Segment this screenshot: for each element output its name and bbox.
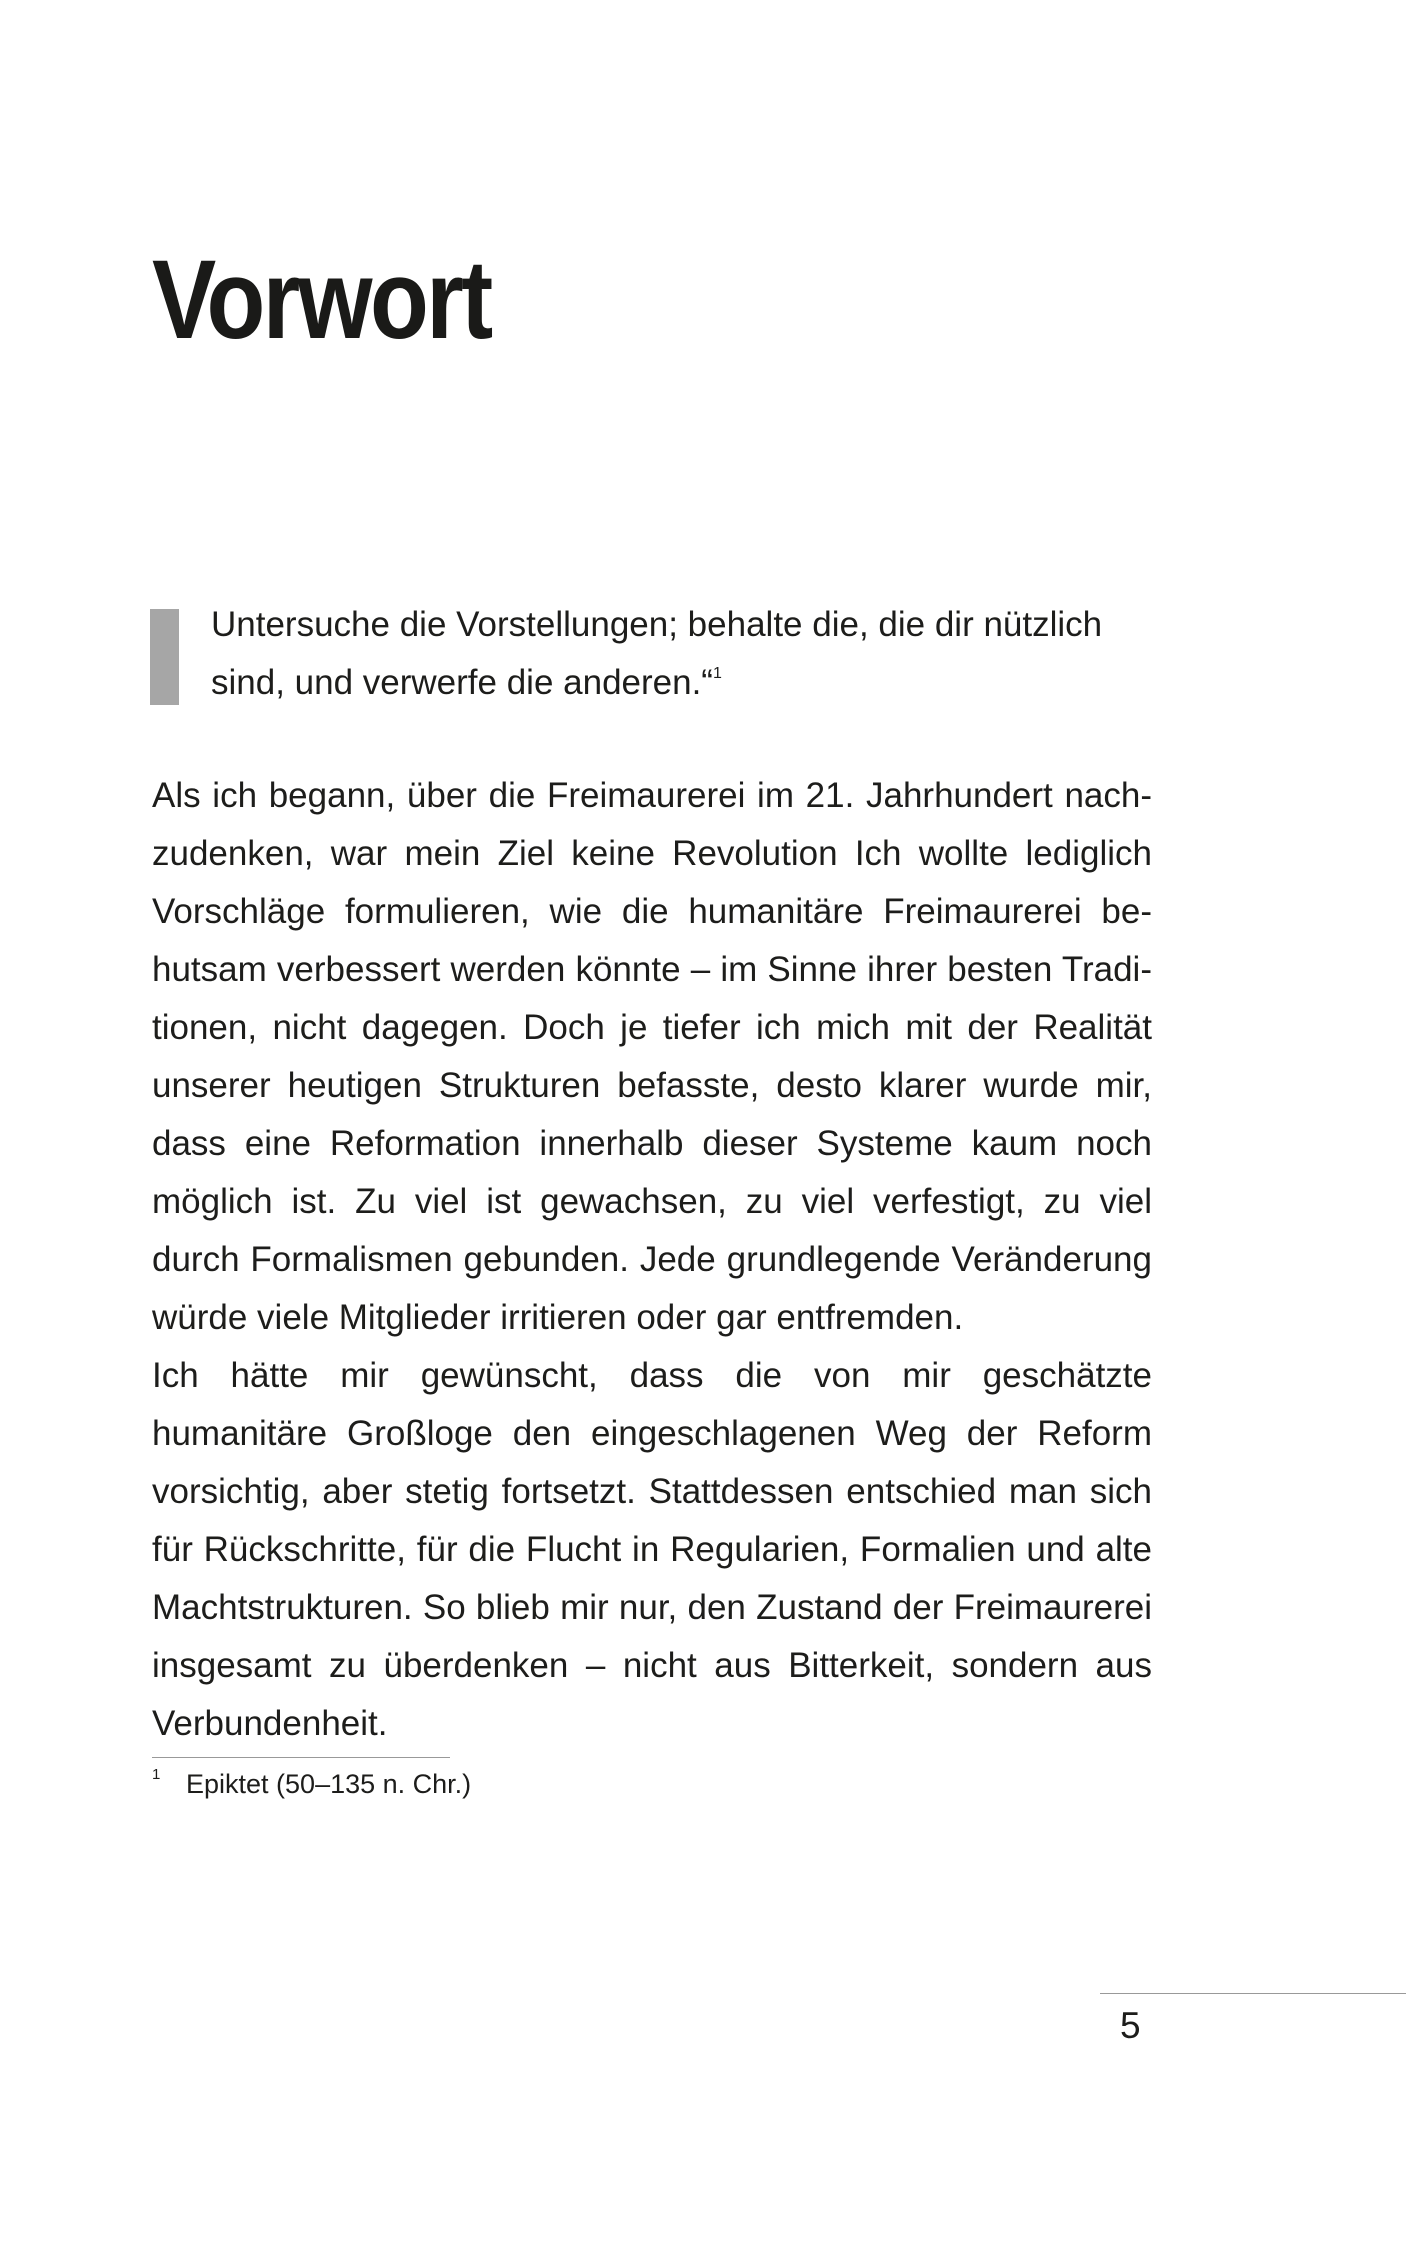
page-number-rule xyxy=(1100,1993,1406,1994)
epigraph-quote-bar xyxy=(150,609,179,705)
footnote: 1 Epiktet (50–135 n. Chr.) xyxy=(152,1766,472,1799)
body-text xyxy=(152,767,1152,1753)
body-paragraph: Ich hätte mir gewünscht, dass die von mir geschätzte humanitäre Großloge den eingeschlagenen Weg der Reform vorsichtig, aber stetig fortsetzt. Stattdessen entschied man sich für Rückschritte, für die Flucht in Regularien, Formalien und alte Machtstrukturen. So blieb mir nur, den Zustand der Freimaurerei insgesamt zu überdenken – nicht aus Bitterkeit, sondern aus Verbundenheit. xyxy=(152,1356,1152,1743)
epigraph xyxy=(211,596,1171,712)
body-paragraph: Als ich begann, über die Freimaurerei im 21. Jahrhundert nachzudenken, war mein Ziel keine Revolution Ich wollte lediglich Vorschläge formulieren, wie die humanitäre Freimaurerei behutsam verbessert werden könnte – im Sinne ihrer besten Traditionen, nicht dagegen. Doch je tiefer ich mich mit der Realität unserer heutigen Strukturen befasste, desto klarer wurde mir, dass eine Reformation innerhalb dieser Systeme kaum noch möglich ist. Zu viel ist gewachsen, zu viel verfestigt, zu viel durch Formalismen gebunden. Jede grundlegende Veränderung würde viele Mitglieder irritieren oder gar entfremden. xyxy=(152,776,1152,1337)
epigraph-footnote-reference[interactable]: 1 xyxy=(712,665,722,682)
page-title: Vorwort xyxy=(152,237,491,362)
epigraph-text: Untersuche die Vorstellungen; behalte die, die dir nützlich sind, und verwerfe die anderen.“ xyxy=(211,605,1103,702)
page-number: 5 xyxy=(1120,2005,1141,2046)
footnote-text: Epiktet (50–135 n. Chr.) xyxy=(186,1769,472,1799)
footnote-separator xyxy=(152,1757,450,1758)
